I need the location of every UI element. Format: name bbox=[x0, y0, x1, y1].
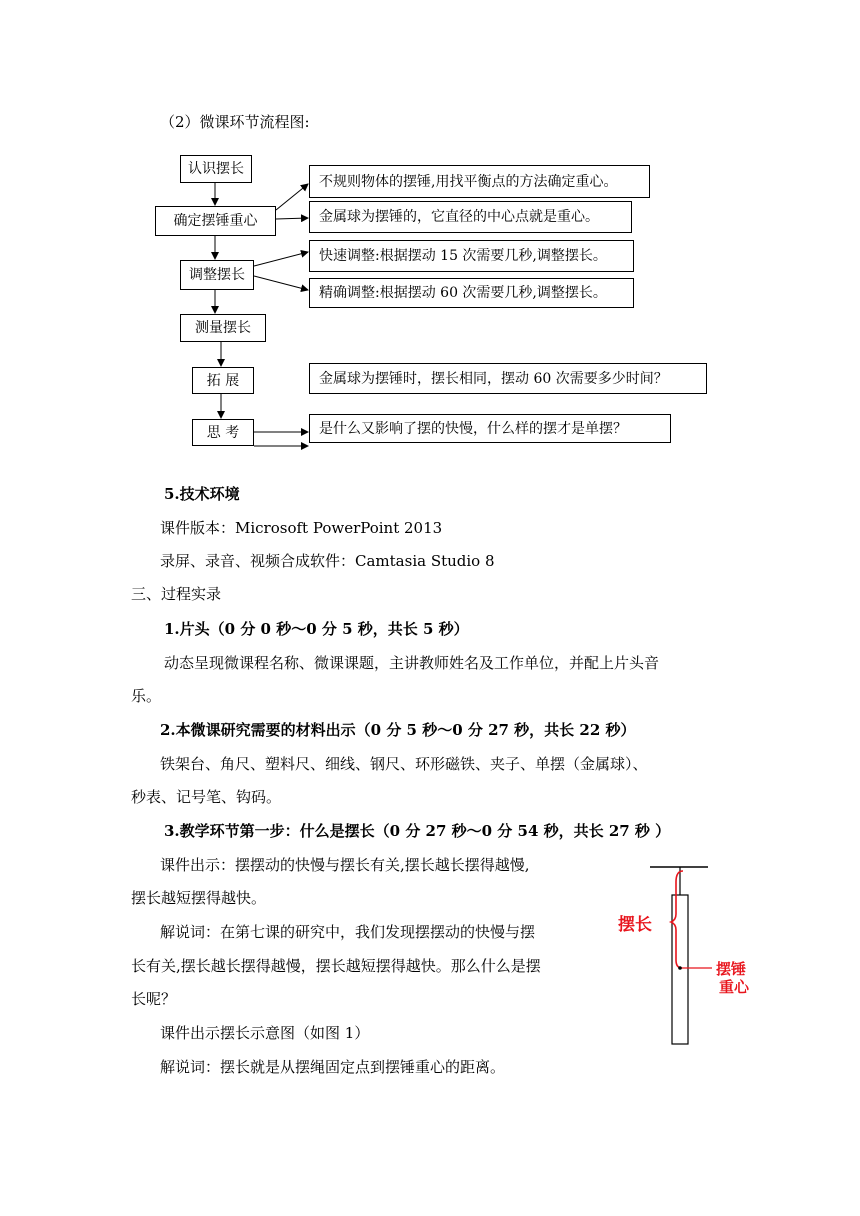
center-label-2: 重心 bbox=[719, 978, 750, 996]
item2-line-2: 秒表、记号笔、钩码。 bbox=[131, 788, 282, 806]
item2-line-1: 铁架台、角尺、塑料尺、细线、钢尺、环形磁铁、夹子、单摆（金属球）、 bbox=[160, 755, 648, 773]
length-label: 摆长 bbox=[618, 915, 652, 935]
p2-line-1: 解说词：在第七课的研究中，我们发现摆摆动的快慢与摆 bbox=[160, 923, 536, 941]
flow-note-2: 金属球为摆锤的，它直径的中心点就是重心。 bbox=[309, 201, 632, 233]
section5-line-2: 录屏、录音、视频合成软件：Camtasia Studio 8 bbox=[160, 552, 495, 570]
flow-note-3: 快速调整:根据摆动 15 次需要几秒,调整摆长。 bbox=[309, 240, 634, 272]
p2-line-2: 长有关,摆长越长摆得越慢，摆长越短摆得越快。那么什么是摆 bbox=[131, 957, 541, 975]
pendulum-length-figure bbox=[600, 858, 770, 1053]
flow-step-5: 拓 展 bbox=[192, 367, 254, 394]
flow-step-6: 思 考 bbox=[192, 419, 254, 446]
item3-heading: 3.教学环节第一步：什么是摆长（0 分 27 秒～0 分 54 秒，共长 27 秒 ） bbox=[164, 822, 671, 840]
flow-step-3: 调整摆长 bbox=[180, 260, 254, 290]
item1-heading: 1.片头（0 分 0 秒～0 分 5 秒，共长 5 秒） bbox=[164, 620, 469, 638]
flow-note-6: 是什么又影响了摆的快慢，什么样的摆才是单摆？ bbox=[309, 414, 671, 443]
item2-heading: 2.本微课研究需要的材料出示（0 分 5 秒～0 分 27 秒，共长 22 秒） bbox=[160, 721, 636, 739]
p2-line-3: 长呢？ bbox=[131, 990, 177, 1008]
flow-note-5: 金属球为摆锤时，摆长相同，摆动 60 次需要多少时间？ bbox=[309, 363, 707, 394]
item1-line-2: 乐。 bbox=[131, 687, 162, 705]
flowchart-connectors bbox=[0, 0, 860, 470]
center-label-1: 摆锤 bbox=[716, 960, 747, 978]
p4-line: 解说词：摆长就是从摆绳固定点到摆锤重心的距离。 bbox=[160, 1058, 506, 1076]
flow-note-4: 精确调整:根据摆动 60 次需要几秒,调整摆长。 bbox=[309, 278, 634, 308]
item1-line-1: 动态呈现微课程名称、微课课题，主讲教师姓名及工作单位，并配上片头音 bbox=[164, 654, 660, 672]
flowchart-heading: （2）微课环节流程图: bbox=[160, 113, 310, 131]
flow-step-2: 确定摆锤重心 bbox=[155, 206, 276, 236]
section5-line-1: 课件版本：Microsoft PowerPoint 2013 bbox=[160, 519, 443, 537]
section5-heading: 5.技术环境 bbox=[164, 485, 240, 503]
p1-line-2: 摆长越短摆得越快。 bbox=[131, 889, 267, 907]
p3-line: 课件出示摆长示意图（如图 1） bbox=[160, 1024, 370, 1042]
section3-heading: 三、过程实录 bbox=[131, 585, 222, 603]
p1-line-1: 课件出示：摆摆动的快慢与摆长有关,摆长越长摆得越慢, bbox=[160, 856, 530, 874]
flow-step-1: 认识摆长 bbox=[180, 155, 252, 183]
flow-step-4: 测量摆长 bbox=[180, 314, 266, 342]
length-brace bbox=[671, 871, 683, 968]
flow-note-1: 不规则物体的摆锤,用找平衡点的方法确定重心。 bbox=[309, 165, 650, 198]
center-point bbox=[678, 966, 682, 970]
